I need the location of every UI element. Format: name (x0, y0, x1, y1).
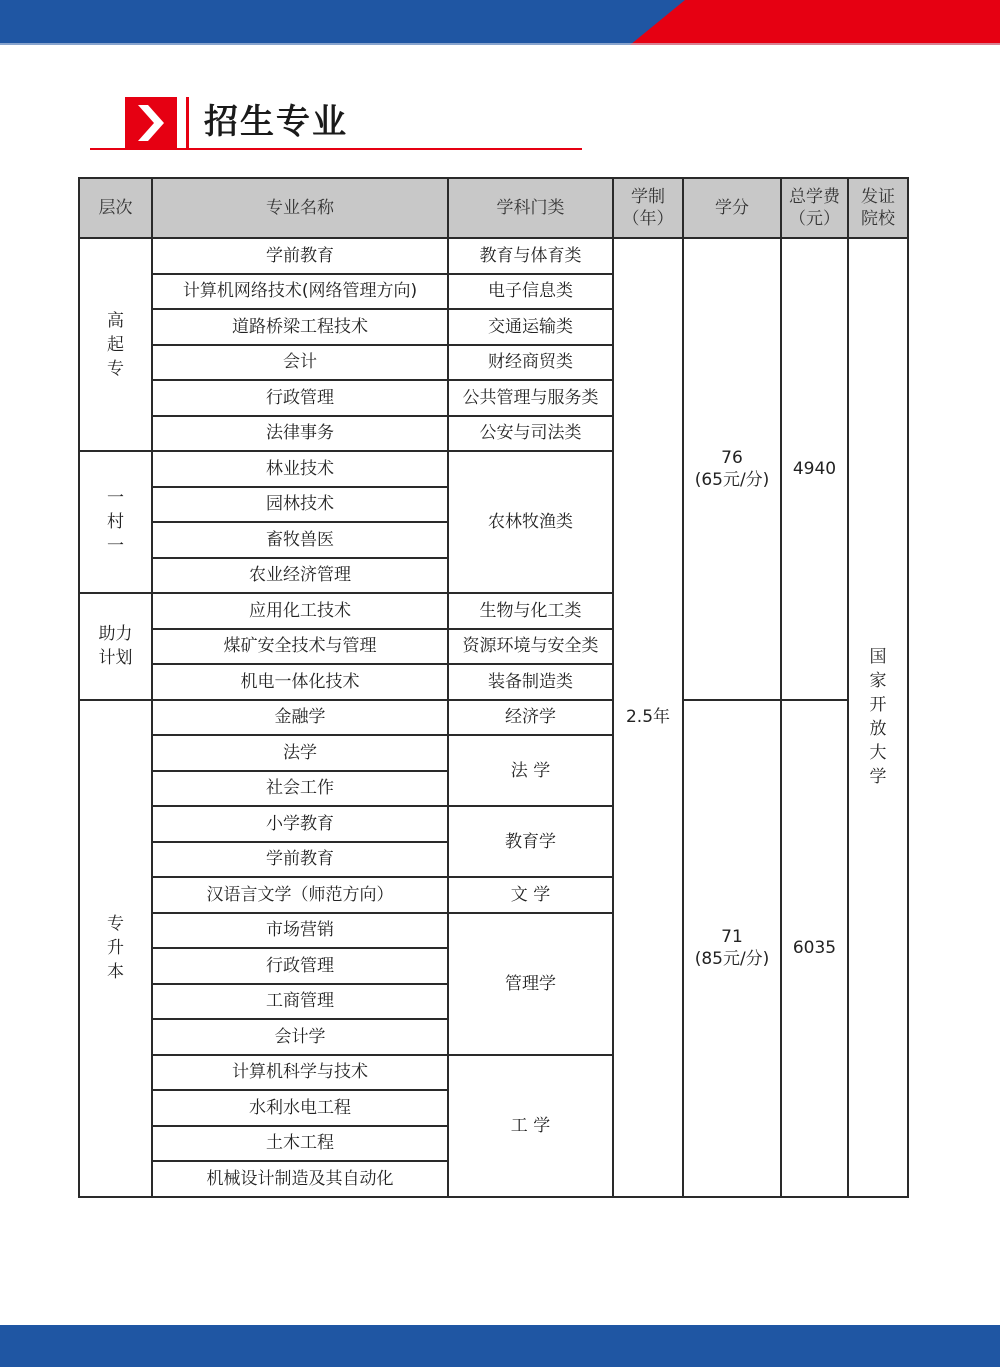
major-cell: 金融学 (152, 700, 448, 736)
top-banner-red-wedge (630, 0, 1000, 45)
category-cell: 经济学 (448, 700, 613, 736)
category-cell: 农林牧渔类 (448, 451, 613, 593)
category-cell: 生物与化工类 (448, 593, 613, 629)
level-label: 专升本 (107, 914, 124, 982)
major-cell: 法学 (152, 735, 448, 771)
fee-cell: 4940 (781, 238, 848, 700)
major-cell: 机械设计制造及其自动化 (152, 1161, 448, 1197)
major-cell: 林业技术 (152, 451, 448, 487)
col-header-duration (613, 178, 683, 238)
level-label: 高起专 (107, 310, 124, 379)
category-cell: 资源环境与安全类 (448, 629, 613, 665)
chevron-right-icon (125, 97, 177, 148)
category-cell: 电子信息类 (448, 274, 613, 310)
fee-cell: 6035 (781, 700, 848, 1197)
issuer-value: 国家开放大学 (869, 647, 887, 788)
major-cell: 工商管理 (152, 984, 448, 1020)
major-cell: 行政管理 (152, 948, 448, 984)
fee-label: 总学费 (789, 187, 840, 207)
category-cell: 交通运输类 (448, 309, 613, 345)
major-cell: 土木工程 (152, 1126, 448, 1162)
level-cell (79, 451, 152, 593)
table-header-row (79, 178, 908, 238)
credit-rate: (85元/分) (694, 949, 770, 969)
credits-cell (683, 238, 781, 700)
major-cell: 市场营销 (152, 913, 448, 949)
category-cell: 教育与体育类 (448, 238, 613, 274)
credit-rate: (65元/分) (694, 469, 770, 490)
level-cell (79, 238, 152, 451)
major-cell: 社会工作 (152, 771, 448, 807)
credits-value: 76 (721, 447, 743, 468)
category-cell: 公共管理与服务类 (448, 380, 613, 416)
credits-value: 71 (721, 927, 743, 947)
top-banner-edge (0, 43, 1000, 45)
col-header-level: 层次 (79, 178, 152, 238)
category-cell: 法 学 (448, 735, 613, 806)
major-cell: 法律事务 (152, 416, 448, 452)
issuer-label-1: 发证 (861, 187, 895, 207)
fee-unit: （元） (789, 209, 840, 229)
level-cell (79, 700, 152, 1197)
category-cell: 文 学 (448, 877, 613, 913)
major-cell: 煤矿安全技术与管理 (152, 629, 448, 665)
title-divider (186, 97, 189, 148)
category-cell: 装备制造类 (448, 664, 613, 700)
major-cell: 应用化工技术 (152, 593, 448, 629)
col-header-issuer (848, 178, 908, 238)
major-cell: 行政管理 (152, 380, 448, 416)
duration-unit: （年） (622, 209, 674, 229)
issuer-label-2: 院校 (861, 209, 895, 229)
major-cell: 小学教育 (152, 806, 448, 842)
major-cell: 学前教育 (152, 238, 448, 274)
bottom-banner (0, 1325, 1000, 1367)
category-cell: 教育学 (448, 806, 613, 877)
major-cell: 道路桥梁工程技术 (152, 309, 448, 345)
major-cell: 水利水电工程 (152, 1090, 448, 1126)
category-cell: 财经商贸类 (448, 345, 613, 381)
major-cell: 学前教育 (152, 842, 448, 878)
section-title (90, 96, 582, 150)
major-cell: 汉语言文学（师范方向） (152, 877, 448, 913)
duration-label: 学制 (631, 187, 665, 207)
col-header-category: 学科门类 (448, 178, 613, 238)
credits-cell (683, 700, 781, 1197)
level-cell (79, 593, 152, 700)
category-cell: 工 学 (448, 1055, 613, 1197)
major-cell: 园林技术 (152, 487, 448, 523)
major-cell: 会计 (152, 345, 448, 381)
major-cell: 机电一体化技术 (152, 664, 448, 700)
page-title: 招生专业 (204, 102, 348, 142)
col-header-credits: 学分 (683, 178, 781, 238)
majors-table (78, 177, 909, 1198)
table-row (79, 700, 908, 736)
issuer-cell (848, 238, 908, 1197)
duration-cell: 2.5年 (613, 238, 683, 1197)
category-cell: 公安与司法类 (448, 416, 613, 452)
major-cell: 计算机科学与技术 (152, 1055, 448, 1091)
col-header-major: 专业名称 (152, 178, 448, 238)
title-underline (90, 148, 582, 150)
col-header-fee (781, 178, 848, 238)
major-cell: 计算机网络技术(网络管理方向) (152, 274, 448, 310)
category-cell: 管理学 (448, 913, 613, 1055)
top-banner (0, 0, 1000, 45)
level-label: 助力计划 (98, 624, 133, 669)
level-label: 一村一 (107, 488, 124, 556)
major-cell: 会计学 (152, 1019, 448, 1055)
major-cell: 畜牧兽医 (152, 522, 448, 558)
major-cell: 农业经济管理 (152, 558, 448, 594)
table-row (79, 238, 908, 274)
